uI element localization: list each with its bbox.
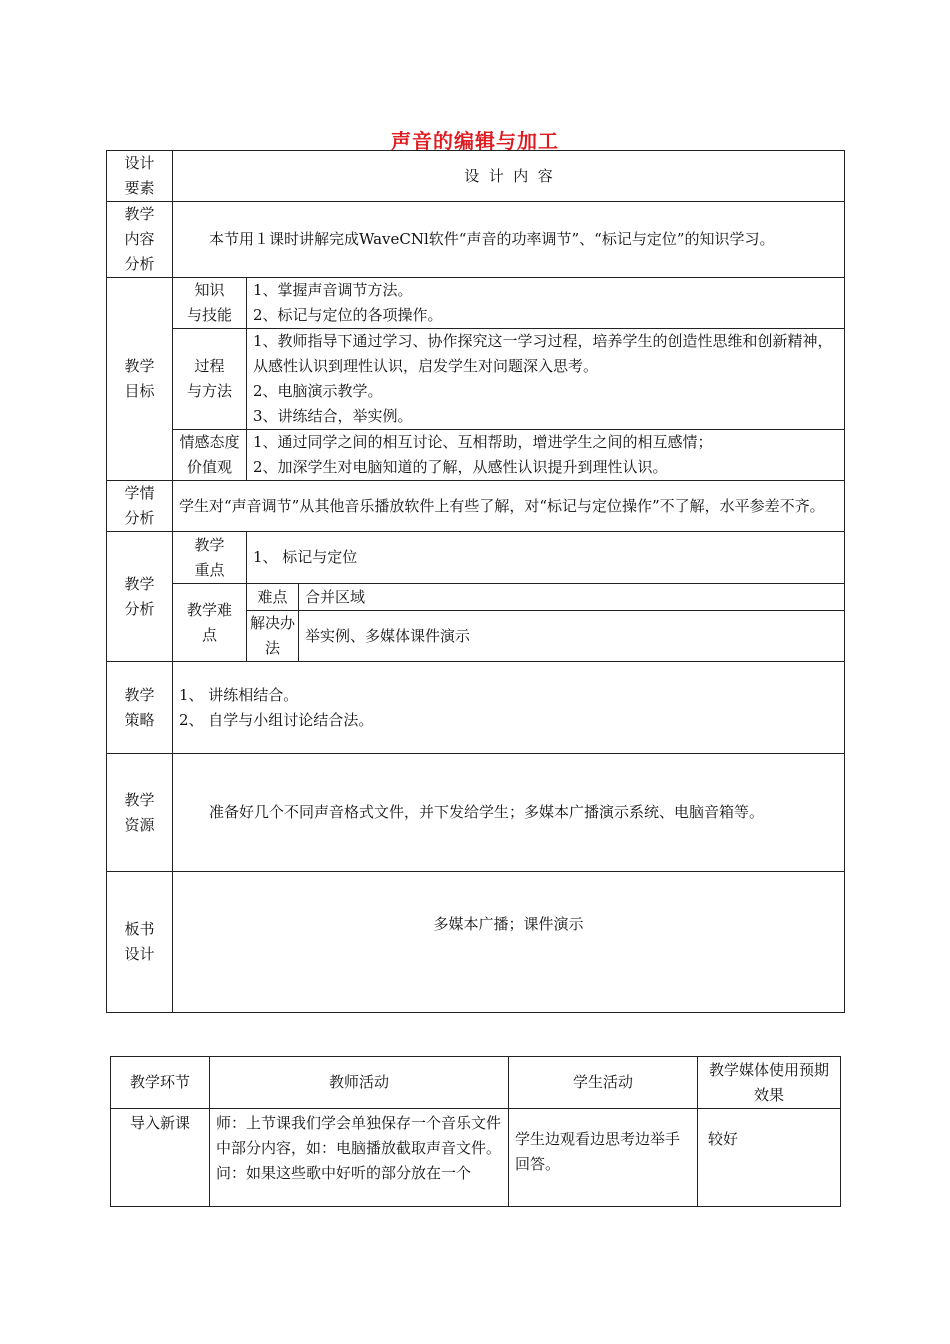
- teacher-cell: 师：上节课我们学会单独保存一个音乐文件中部分内容，如：电脑播放截取声音文件。 问：如果这些歌中好听的部分放在一个: [210, 1109, 509, 1207]
- process-text: 1、教师指导下通过学习、协作探究这一学习过程，培养学生的创造性思维和创新精神，从感性认识到理性认识，启发学生对问题深入思考。 2、电脑演示教学。 3、讲练结合，举实例。: [247, 329, 845, 430]
- board-label: 板书 设计: [107, 872, 173, 1013]
- knowledge-text: 1、掌握声音调节方法。 2、标记与定位的各项操作。: [247, 278, 845, 329]
- content-analysis-label: 教学 内容 分析: [107, 202, 173, 278]
- process-table: [110, 1056, 841, 1207]
- document-title: 声音的编辑与加工: [391, 129, 559, 153]
- difficulty-label: 教学难 点: [173, 584, 247, 662]
- process-row: [111, 1109, 841, 1207]
- content-analysis-text: 本节用１课时讲解完成WaveCNl软件“声音的功率调节”、“标记与定位”的知识学习。: [173, 202, 845, 278]
- difficulty-row: [107, 584, 845, 611]
- strategy-text: 1、 讲练相结合。 2、 自学与小组讨论结合法。: [173, 662, 845, 754]
- process-header-row: [111, 1057, 841, 1109]
- goals-label: 教学 目标: [107, 278, 173, 481]
- header-effect: 教学媒体使用预期效果: [698, 1057, 841, 1109]
- effect-cell: 较好: [698, 1109, 841, 1207]
- header-teacher: 教师活动: [210, 1057, 509, 1109]
- key-point-row: [107, 532, 845, 584]
- difficulty-sub-label: 难点: [247, 584, 299, 611]
- resources-row: [107, 754, 845, 872]
- situation-row: [107, 481, 845, 532]
- knowledge-label: 知识 与技能: [173, 278, 247, 329]
- resources-label: 教学 资源: [107, 754, 173, 872]
- stage-cell: 导入新课: [111, 1109, 210, 1207]
- key-point-text: 1、 标记与定位: [247, 532, 845, 584]
- process-label: 过程 与方法: [173, 329, 247, 430]
- header-stage: 教学环节: [111, 1057, 210, 1109]
- emotion-label: 情感态度 价值观: [173, 430, 247, 481]
- key-point-label: 教学 重点: [173, 532, 247, 584]
- content-analysis-row: [107, 202, 845, 278]
- board-text: 多媒本广播；课件演示: [173, 872, 845, 1013]
- resources-text: 准备好几个不同声音格式文件，并下发给学生；多媒本广播演示系统、电脑音箱等。: [173, 754, 845, 872]
- strategy-label: 教学 策略: [107, 662, 173, 754]
- header-student: 学生活动: [509, 1057, 698, 1109]
- header-right-cell: 设 计 内 容: [173, 151, 845, 202]
- goal-knowledge-row: [107, 278, 845, 329]
- solution-text: 举实例、多媒体课件演示: [299, 611, 845, 662]
- situation-label: 学情 分析: [107, 481, 173, 532]
- student-cell: 学生边观看边思考边举手回答。: [509, 1109, 698, 1207]
- design-table: [106, 150, 845, 1013]
- strategy-row: [107, 662, 845, 754]
- design-header-row: [107, 151, 845, 202]
- header-left-cell: 设计 要素: [107, 151, 173, 202]
- emotion-text: 1、通过同学之间的相互讨论、互相帮助，增进学生之间的相互感情； 2、加深学生对电脑知道的了解，从感性认识提升到理性认识。: [247, 430, 845, 481]
- solution-label: 解决办 法: [247, 611, 299, 662]
- difficulty-sub-text: 合并区域: [299, 584, 845, 611]
- goal-emotion-row: [107, 430, 845, 481]
- analysis-label: 教学 分析: [107, 532, 173, 662]
- goal-process-row: [107, 329, 845, 430]
- situation-text: 学生对“声音调节”从其他音乐播放软件上有些了解，对“标记与定位操作”不了解，水平参差不齐。: [173, 481, 845, 532]
- board-row: [107, 872, 845, 1013]
